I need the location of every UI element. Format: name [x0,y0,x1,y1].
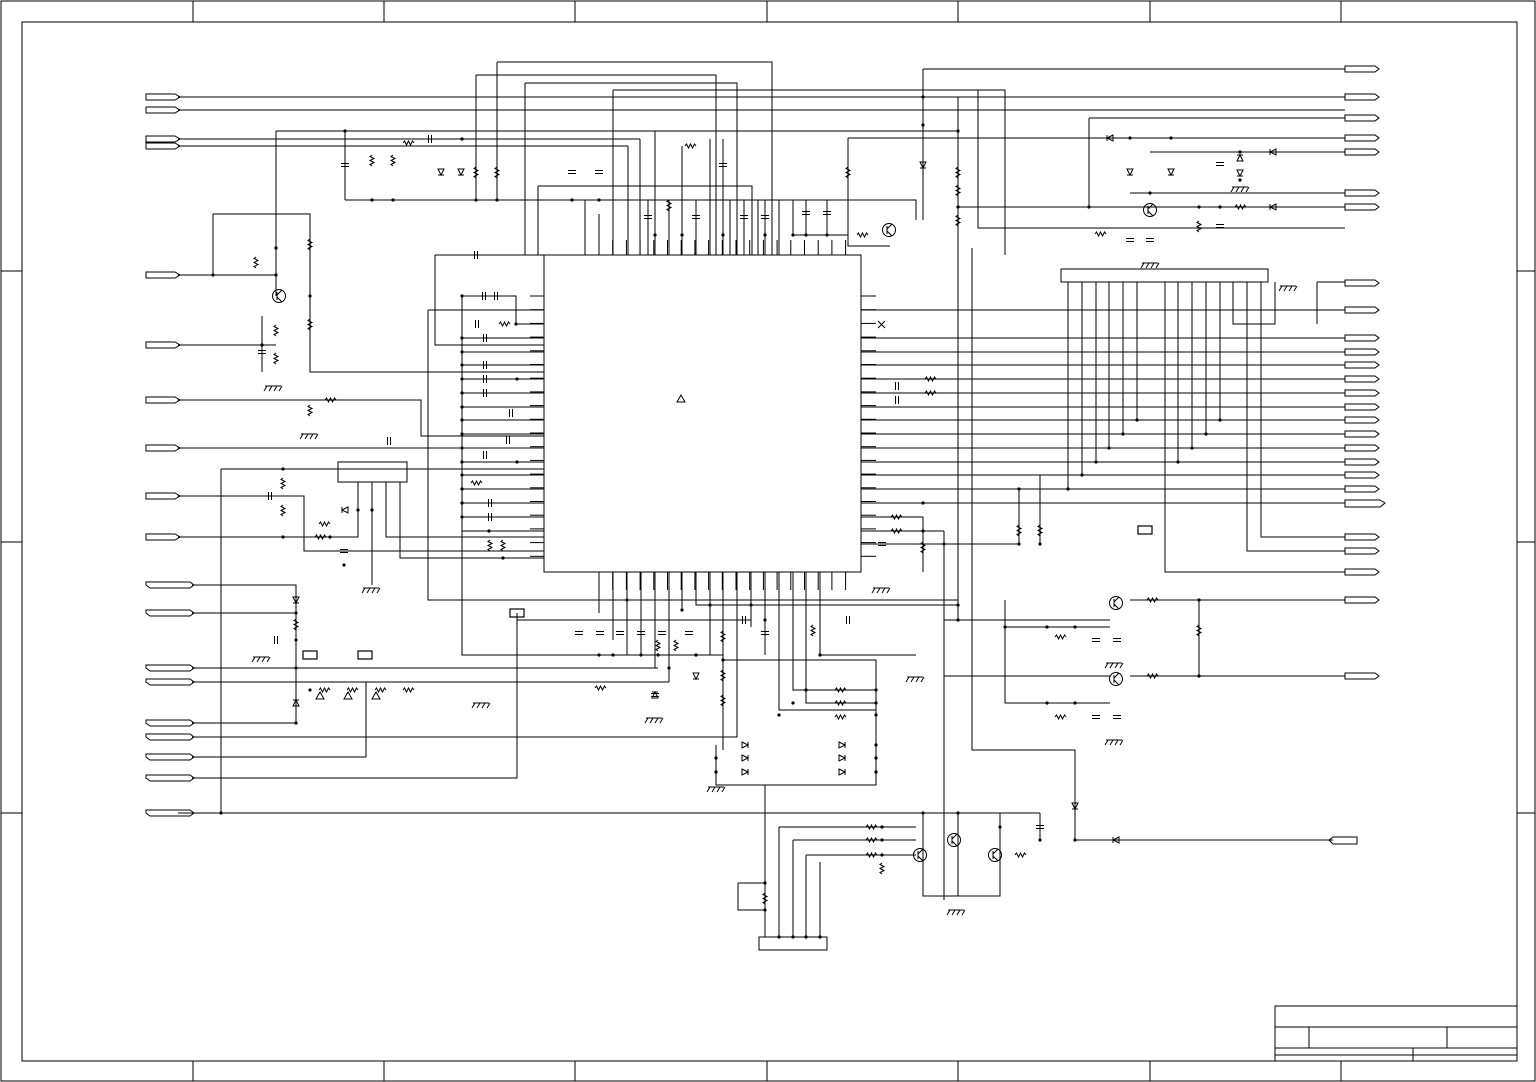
main-ic [544,255,861,572]
junction-dot [515,460,518,463]
junction-dot [308,294,311,297]
junction-dot [804,233,807,236]
junction-dot [294,666,297,669]
junction-dot [1094,460,1097,463]
port-flag-right [1345,349,1379,355]
ground-symbol [906,677,924,682]
diode [839,755,845,761]
junction-dot [460,336,463,339]
port-flag-right [1345,362,1379,368]
junction-dot [597,198,600,201]
diode [742,755,748,761]
junction-dot [294,721,297,724]
junction-dot [1218,205,1221,208]
junction-dot [515,377,518,380]
junction-dot [880,838,883,841]
transistor [1144,204,1157,217]
junction-dot [1073,625,1076,628]
resistor [274,325,278,336]
junction-dot [460,391,463,394]
transistor-body [952,834,957,846]
junction-dot [1073,838,1076,841]
capacitor [1216,225,1224,228]
diode [438,169,444,175]
resistor [499,322,510,326]
capacitor [1126,239,1134,242]
transistor [1110,673,1123,686]
junction-dot [1038,838,1041,841]
junction-dot [667,666,670,669]
junction-dot [1197,598,1200,601]
junction-dot [1017,487,1020,490]
ground-symbol [645,718,663,723]
ground-symbol [264,386,282,391]
junction-dot [460,363,463,366]
capacitor [685,632,693,635]
port-flag-right [1345,569,1379,575]
junction-dot [874,688,877,691]
port-flag-left [146,679,194,685]
resistor [835,715,846,719]
transistor [1110,597,1123,610]
port-flag-right [1345,431,1379,437]
resistor [1015,853,1026,857]
junction-dot [763,618,766,621]
junction-dot [956,618,959,621]
junction-dot [356,508,359,511]
ground-symbol [362,588,380,593]
junction-dot [1128,136,1131,139]
capacitor [847,616,850,624]
junction-dot [1238,178,1241,181]
resistor [370,155,374,166]
junction-dot [1176,460,1179,463]
junction-dot [281,535,284,538]
port-flag-right [1345,500,1385,507]
junction-dot [791,935,794,938]
junction-dot [514,322,517,325]
junction-dot [1003,625,1006,628]
junction-dot [308,688,311,691]
resistor [656,640,660,651]
junction-dot [294,638,297,641]
transistor [883,224,896,237]
port-flag-left [146,665,194,671]
resistor [319,688,330,692]
junction-dot [460,501,463,504]
test-point-triangles [316,692,380,699]
diode [1127,169,1133,175]
port-flag-right [1345,548,1379,554]
capacitor [1216,163,1224,166]
junction-dot [874,770,877,773]
junction-dot [1045,625,1048,628]
port-flag-left [146,397,180,403]
transistor-body [887,224,892,236]
junction-dot [343,129,346,132]
diode [342,507,348,513]
junction-dot [260,343,263,346]
junction-dot [370,198,373,201]
junction-dot [763,233,766,236]
port-flag-right [1345,94,1379,100]
resistor [281,478,285,489]
junction-dot [880,825,883,828]
diode [652,692,658,698]
junction-dot [1080,473,1083,476]
transistors [273,204,1157,862]
junction-dot [1197,205,1200,208]
ground-symbol [300,434,318,439]
junction-dot [921,529,924,532]
left-sub-ic [338,462,407,482]
port-flag-right [1345,445,1379,451]
ground-symbol [707,787,725,792]
diode [693,673,699,679]
junction-dot [1197,674,1200,677]
junction-dot [570,198,573,201]
junction-dot [460,460,463,463]
junction-dot [391,198,394,201]
capacitor [568,171,576,174]
wiring [178,62,1345,937]
capacitor [1092,639,1100,642]
resistor [347,688,358,692]
port-flag-left [146,734,194,740]
transistor [273,290,286,303]
junction-dot [763,881,766,884]
junction-dot [1066,487,1069,490]
resistor [281,505,285,516]
crystal-components [303,526,1152,659]
junction-dot [487,529,490,532]
diode [1168,169,1174,175]
ground-symbol [1141,263,1159,268]
junction-dot [1204,432,1207,435]
port-flag-right [1345,404,1379,410]
port-flag-left [146,582,194,588]
ground-symbol [1231,187,1249,192]
port-flag-right [1345,149,1379,155]
diode [742,742,748,748]
capacitor [484,451,487,459]
resistor [1197,221,1201,232]
transistor-body [993,849,998,861]
junction-dot [956,205,959,208]
port-flag-left [146,272,180,278]
resistor [595,686,606,690]
transistor-body [277,290,282,302]
junction-dot [460,405,463,408]
junction-dot [460,294,463,297]
diode [742,769,748,775]
resistor [501,540,505,551]
junction-dot [721,233,724,236]
junction-dot [777,713,780,716]
port-flag-right [1345,673,1379,679]
junction-dot [656,653,659,656]
junction-dot [219,811,222,814]
resistor [308,405,312,416]
title-block [1275,1006,1517,1061]
ic-pin-group [530,240,876,590]
port-flag-left [146,94,180,100]
port-flag-left [146,610,194,616]
capacitor [507,436,510,444]
transistor-body [1114,597,1119,609]
junction-dot [460,418,463,421]
junction-dot [639,653,642,656]
junction-dot [1073,701,1076,704]
port-flag-left [146,445,180,451]
diode [1237,170,1243,176]
junction-dot [921,95,924,98]
junction-dot [474,198,477,201]
junction-dot [501,556,504,559]
diode [458,169,464,175]
transistor-body [1148,204,1153,216]
junction-dot [211,273,214,276]
junction-dot [611,653,614,656]
junction-dot [1169,136,1172,139]
resistor [403,141,414,145]
port-flag-right [1345,280,1379,286]
capacitor [476,320,479,328]
capacitor [1113,639,1121,642]
junction-dot [1045,701,1048,704]
junction-dot [653,233,656,236]
junction-dot [763,908,766,911]
port-flag-right [1329,837,1357,844]
diode [839,742,845,748]
junction-dot [694,653,697,656]
junction-dot [370,508,373,511]
junction-dot [804,688,807,691]
port-flag-left [146,534,180,540]
port-flag-right [1345,204,1379,210]
port-flag-left [146,775,194,781]
capacitor [616,632,624,635]
capacitor [1113,716,1121,719]
resistor [375,688,386,692]
ground-symbol [252,657,270,662]
junction-dot [880,853,883,856]
junction-dot [956,129,959,132]
capacitor [275,636,278,644]
port-flag-left [146,143,180,149]
resistor [1095,232,1106,236]
port-flag-right [1345,534,1379,540]
junction-dot [680,233,683,236]
junction-dot [714,756,717,759]
resistor [488,540,492,551]
port-flag-left [146,493,180,499]
ground-symbol [1105,740,1123,745]
junction-dot [460,446,463,449]
resistor [403,688,414,692]
junction-dot [460,137,463,140]
port-flag-right [1345,307,1379,313]
port-flag-left [146,107,180,113]
junction-dot [956,603,959,606]
junction-dot [1218,418,1221,421]
triangle-marker [677,395,685,402]
port-flag-left [146,342,180,348]
transistor-body [1114,673,1119,685]
ground-symbol [1105,663,1123,668]
resistor [857,233,868,237]
capacitor [896,396,899,404]
junction-dot [791,701,794,704]
capacitor [651,694,659,697]
capacitor [596,632,604,635]
port-flag-right [1345,376,1379,382]
junction-dot [956,811,959,814]
resistor [880,863,884,874]
port-flag-left [146,754,194,760]
port-flag-right [1345,135,1379,141]
junction-dot [1038,542,1041,545]
port-flag-right [1345,597,1379,603]
junction-dot [921,811,924,814]
capacitor [388,437,391,445]
port-flag-left [146,720,194,726]
junction-dot [749,603,752,606]
junction-dot [460,473,463,476]
ground-symbol [472,703,490,708]
ground-symbol [1279,286,1297,291]
resistor [1055,635,1066,639]
resistor [319,522,330,526]
left-port-group [146,94,194,816]
bottom-connector [759,937,827,950]
junction-dot [460,377,463,380]
junction-dot [804,935,807,938]
capacitor [896,382,899,390]
port-flag-right [1345,190,1379,196]
junction-dot [825,233,828,236]
resistor [391,155,395,166]
port-flag-right [1345,459,1379,465]
port-flag-right [1345,472,1379,478]
capacitor [595,171,603,174]
drawing-frame [1,1,1535,1081]
junction-dot [625,598,628,601]
resistor [274,353,278,364]
transistor-body [918,849,923,861]
junction-dot [460,515,463,518]
junction-dot [294,611,297,614]
right-port-group [1329,66,1385,844]
junction-dot [342,563,345,566]
resistor [674,640,678,651]
junction-dot [460,350,463,353]
junction-dot [818,935,821,938]
top-right-connector [1061,269,1268,282]
junction-dot [680,608,683,611]
junction-dot [1238,150,1241,153]
junction-dot [874,743,877,746]
junction-dot [998,825,1001,828]
junction-dot [328,535,331,538]
ground-symbol [872,588,890,593]
junction-dot [281,467,284,470]
resistor [1055,715,1066,719]
junction-dot [1017,542,1020,545]
port-flag-right [1345,417,1379,423]
junction-dot [874,756,877,759]
resistor [811,625,815,636]
capacitor [1092,716,1100,719]
transistor [948,834,961,847]
resistor [254,257,258,268]
capacitor [1146,239,1154,242]
junction-dot [495,198,498,201]
port-flag-right [1345,115,1379,121]
port-flag-right [1345,486,1379,492]
junction-dot [1148,191,1151,194]
junction-dot [1190,446,1193,449]
junction-dot [274,246,277,249]
junction-dot [708,603,711,606]
junction-dot [460,487,463,490]
junction-dot [1135,418,1138,421]
ground-symbol [947,910,965,915]
capacitor [658,632,666,635]
junction-dot [1107,446,1110,449]
junction-dot [791,233,794,236]
port-flag-right [1345,66,1379,72]
port-flag-right [1345,335,1379,341]
junction-dot [874,701,877,704]
resistor [471,481,482,485]
junction-dot [597,653,600,656]
diode [839,769,845,775]
junction-dot [921,501,924,504]
junction-dot [460,432,463,435]
junction-dot [874,713,877,716]
junction-dot [777,935,780,938]
junction-dot [274,273,277,276]
junction-dots [211,95,1241,938]
junction-dot [714,770,717,773]
junction-dot [1087,205,1090,208]
port-flag-left [146,136,180,142]
junction-dot [942,542,945,545]
junction-dot [721,658,724,661]
diode [1237,155,1243,161]
junction-dot [921,123,924,126]
capacitor [510,409,513,417]
no-connect-mark [878,321,885,328]
junction-dot [818,653,821,656]
port-flag-right [1345,390,1379,396]
capacitor [575,632,583,635]
junction-dot [1121,432,1124,435]
resistor [685,144,696,148]
